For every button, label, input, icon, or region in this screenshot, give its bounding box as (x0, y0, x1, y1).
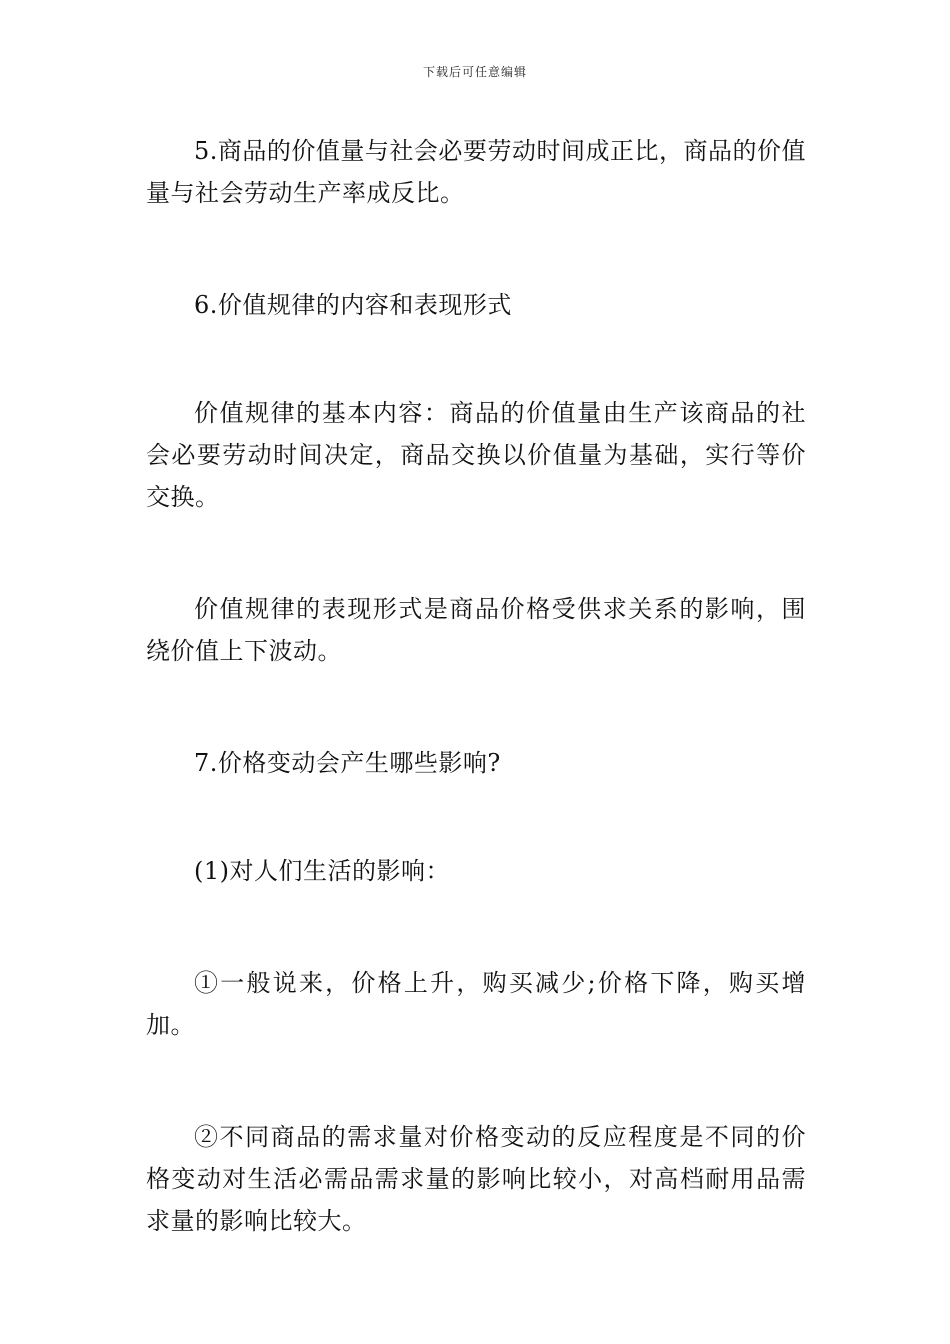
paragraph-point-1: ①一般说来，价格上升，购买减少;价格下降，购买增加。 (146, 969, 806, 1039)
document-body (146, 130, 806, 1242)
paragraph-5-value-law: 5.商品的价值量与社会必要劳动时间成正比，商品的价值量与社会劳动生产率成反比。 (146, 137, 806, 207)
subheading-1-life-impact: (1)对人们生活的影响： (194, 857, 450, 885)
heading-7-price-change: 7.价格变动会产生哪些影响? (194, 749, 501, 777)
heading-6-value-law-content: 6.价值规律的内容和表现形式 (194, 291, 512, 319)
page-header-note: 下载后可任意编辑 (422, 65, 527, 79)
paragraph-point-2: ②不同商品的需求量对价格变动的反应程度是不同的价格变动对生活必需品需求量的影响比较小，对高档耐用品需求量的影响比较大。 (146, 1123, 806, 1235)
paragraph-value-law-basic: 价值规律的基本内容：商品的价值量由生产该商品的社会必要劳动时间决定，商品交换以价值量为基础，实行等价交换。 (146, 399, 806, 511)
paragraph-value-law-form: 价值规律的表现形式是商品价格受供求关系的影响，围绕价值上下波动。 (146, 595, 806, 665)
